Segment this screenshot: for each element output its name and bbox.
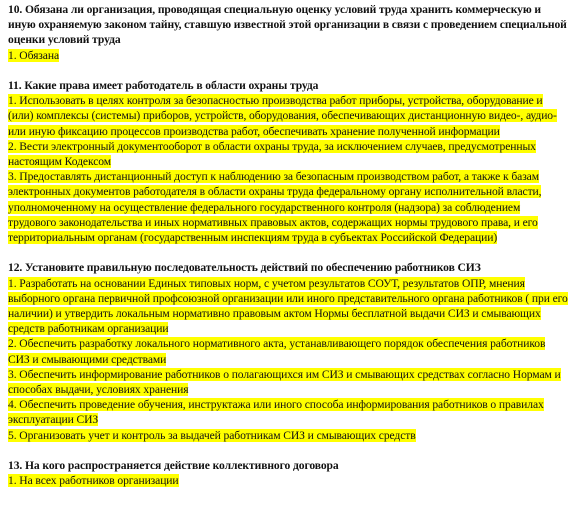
answer-item bbox=[8, 473, 568, 488]
answer-item bbox=[8, 48, 568, 63]
answer-item bbox=[8, 169, 568, 245]
question-block-13 bbox=[8, 458, 568, 488]
question-block-10 bbox=[8, 2, 568, 63]
question-13-title: 13. На кого распространяется действие коллективного договора bbox=[8, 459, 339, 473]
answer-text: 5. Организовать учет и контроль за выдачей работникам СИЗ и смывающих средств bbox=[8, 428, 416, 442]
answer-item bbox=[8, 139, 568, 169]
answer-text: 2. Вести электронный документооборот в области охраны труда, за исключением случаев, предусмотренных настоящим Кодексом bbox=[8, 139, 536, 169]
answer-text: 4. Обеспечить проведение обучения, инструктажа или иного способа информирования работников о правилах эксплуатации СИЗ bbox=[8, 398, 544, 427]
question-block-11 bbox=[8, 78, 568, 245]
question-10-title: 10. Обязана ли организация, проводящая специальную оценку условий труда хранить коммерческую и иную охраняемую законом тайну, ставшую известной этой организации в связи с проведением специальной оценки условий труда bbox=[8, 3, 567, 47]
answers-12 bbox=[8, 276, 568, 443]
answers-11 bbox=[8, 93, 568, 245]
question-11-title: 11. Какие права имеет работодатель в области охраны труда bbox=[8, 79, 319, 92]
answer-item bbox=[8, 397, 568, 427]
answer-item bbox=[8, 93, 568, 139]
answers-13 bbox=[8, 473, 568, 488]
answer-text: 1. Обязана bbox=[8, 48, 59, 62]
answer-text: 3. Предоставлять дистанционный доступ к наблюдению за безопасным производством работ, а также к базам электронных документов работодателя в области охраны труда федеральному органу исполнительной власти, уполномоченному на осуществление федерального государственного контроля (надзора) за соблюдением трудового законодательства и иных нормативных правовых актов, содержащих нормы трудового права, и его территориальным органам (государственным инспекциям труда в субъектах Российской Федерации) bbox=[8, 170, 542, 245]
answer-text: 1. Разработать на основании Единых типовых норм, с учетом результатов СОУТ, результатов ОПР, мнения выборного органа первичной профсоюзной организации или иного представительного органа работников ( при его наличии) и утвердить локальным нормативно правовым актом Нормы бесплатной выдачи СИЗ и смывающих средств работникам организации bbox=[8, 276, 568, 336]
answer-item bbox=[8, 428, 568, 443]
answer-text: 1. Использовать в целях контроля за безопасностью производства работ приборы, устройства, оборудование и (или) комплексы (системы) приборов, устройств, оборудования, обеспечивающих дистанционную видео-, аудио- или иную фиксацию процессов производства работ, обеспечивать хранение полученной информации bbox=[8, 94, 557, 138]
answer-text: 3. Обеспечить информирование работников о полагающихся им СИЗ и смывающих средствах согласно Нормам и способах выдачи, условиях хранения bbox=[8, 367, 561, 397]
answer-item bbox=[8, 276, 568, 337]
answer-item bbox=[8, 336, 568, 366]
answer-item bbox=[8, 367, 568, 397]
question-block-12 bbox=[8, 260, 568, 442]
answer-text: 2. Обеспечить разработку локального нормативного акта, устанавливающего порядок обеспечения работников СИЗ и смывающими средствами bbox=[8, 337, 546, 366]
question-12-title: 12. Установите правильную последовательность действий по обеспечению работников СИЗ bbox=[8, 261, 481, 275]
answers-10 bbox=[8, 48, 568, 63]
answer-text: 1. На всех работников организации bbox=[8, 474, 179, 488]
